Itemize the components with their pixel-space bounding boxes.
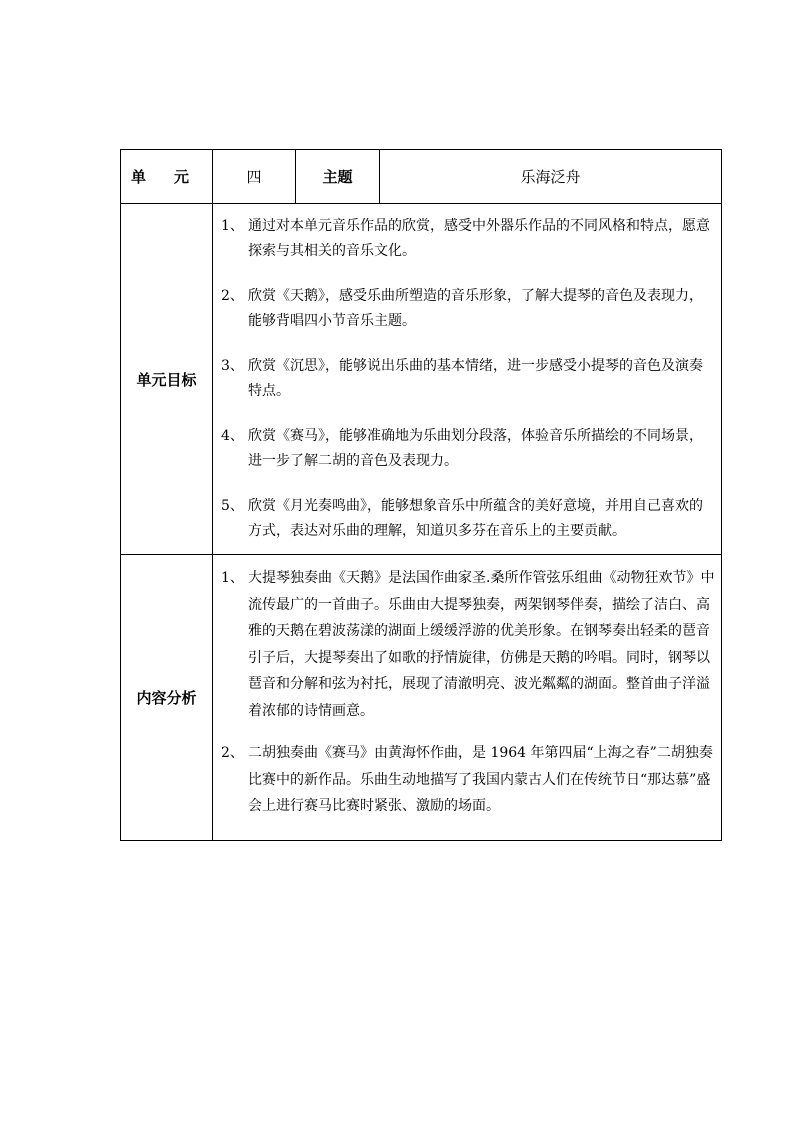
analysis-item: 1、 大提琴独奏曲《天鹅》是法国作曲家圣.桑所作管弦乐组曲《动物狂欢节》中流传最广的一首曲子。乐曲由大提琴独奏，两架钢琴伴奏，描绘了洁白、高雅的天鹅在碧波荡漾的湖面上缓缓浮游的优美形象。在钢琴奏出轻柔的琶音引子后，大提琴奏出了如歌的抒情旋律，仿佛是天鹅的吟唱。同时，钢琴以琶音和分解和弦为衬托，展现了清澈明亮、波光粼粼的湖面。整首曲子洋溢着浓郁的诗情画意。 [221,570,715,719]
header-row [121,150,722,204]
theme-label: 主题 [296,150,380,204]
goal-item: 5、 欣赏《月光奏鸣曲》，能够想象音乐中所蕴含的美好意境，并用自己喜欢的方式，表达对乐曲的理解，知道贝多芬在音乐上的主要贡献。 [221,498,703,539]
goals-content [213,204,722,555]
unit-value: 四 [213,150,296,204]
analysis-row [121,555,722,841]
goal-item: 4、 欣赏《赛马》，能够准确地为乐曲划分段落，体验音乐所描绘的不同场景，进一步了解二胡的音色及表现力。 [221,428,703,469]
analysis-item: 2、 二胡独奏曲《赛马》由黄海怀作曲，是 1964 年第四届“上海之春”二胡独奏比赛中的新作品。乐曲生动地描写了我国内蒙古人们在传统节日“那达慕”盛会上进行赛马比赛时紧张、激励的场面。 [221,745,713,814]
goal-item: 2、 欣赏《天鹅》，感受乐曲所塑造的音乐形象，了解大提琴的音色及表现力，能够背唱四小节音乐主题。 [221,288,703,329]
goal-item: 1、 通过对本单元音乐作品的欣赏，感受中外器乐作品的不同风格和特点，愿意探索与其相关的音乐文化。 [221,218,710,259]
unit-plan-table [120,149,722,841]
unit-label: 单 元 [121,150,213,204]
analysis-content [213,555,722,841]
goals-label: 单元目标 [121,204,213,555]
goal-item: 3、 欣赏《沉思》，能够说出乐曲的基本情绪，进一步感受小提琴的音色及演奏特点。 [221,358,703,399]
theme-value: 乐海泛舟 [380,150,722,204]
analysis-label: 内容分析 [121,555,213,841]
goals-row [121,204,722,555]
